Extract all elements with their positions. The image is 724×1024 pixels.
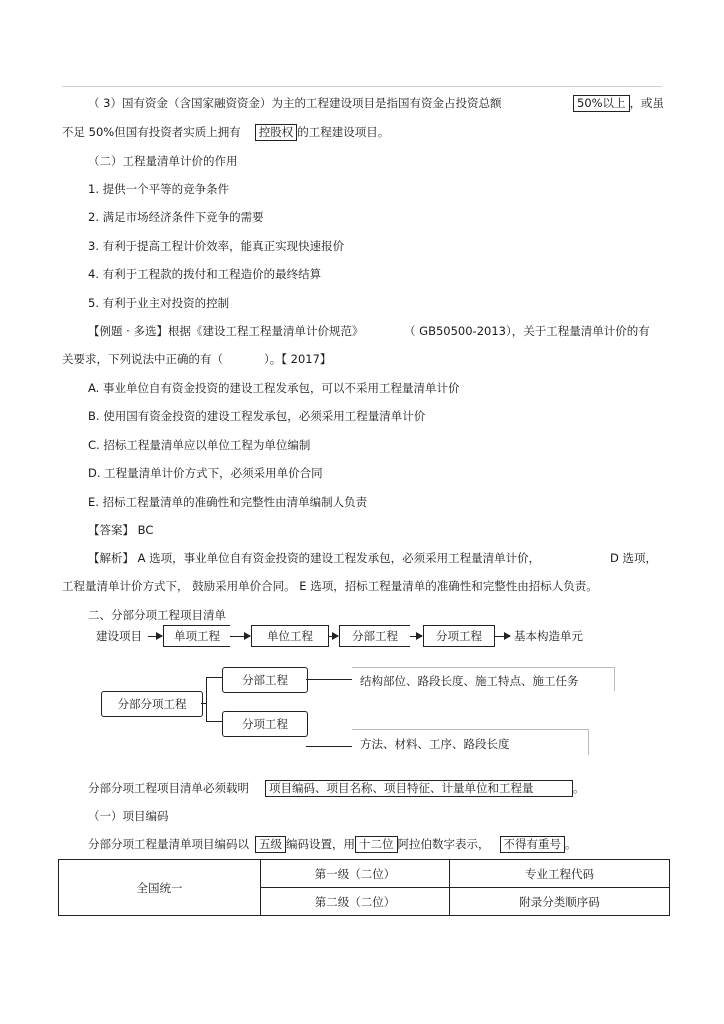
fifty-percent-box: 50%以上 bbox=[573, 95, 630, 112]
flow-node-division: 分部工程 bbox=[339, 625, 410, 647]
role-item: 5. 有利于业主对投资的控制 bbox=[88, 296, 230, 310]
code-level-table bbox=[58, 859, 670, 916]
state-funds-paragraph-line2 bbox=[62, 124, 389, 141]
note-rule bbox=[352, 667, 615, 668]
must-state-text: 分部分项工程项目清单必须载明 bbox=[88, 781, 249, 795]
answer-value: BC bbox=[137, 523, 154, 537]
tree-child-division-note: 结构部位、路段长度、施工特点、施工任务 bbox=[360, 674, 579, 688]
analysis-line2: 工程量清单计价方式下， 鼓励采用单价合同。 E 选项，招标工程量清单的准确性和完整性由招标人负责。 bbox=[62, 579, 598, 593]
section-heading-item-code: （一）项目编码 bbox=[88, 809, 169, 823]
flow-arrow bbox=[410, 636, 422, 637]
role-item: 4. 有利于工程款的拨付和工程造价的最终结算 bbox=[88, 267, 322, 281]
table-cell-level: 第二级（二位） bbox=[261, 888, 450, 916]
example-question-line1b: （ GB50500-2013），关于工程量清单计价的有 bbox=[404, 324, 650, 338]
flow-node-sub-item: 分项工程 bbox=[423, 625, 495, 647]
coding-text: 分部分项工程量清单项目编码以 bbox=[88, 837, 249, 851]
note-rule bbox=[588, 729, 589, 755]
coding-text-3: 阿拉伯数字表示， bbox=[397, 837, 490, 851]
required-fields-box: 项目编码、项目名称、项目特征、计量单位和工程量 bbox=[265, 780, 573, 797]
controlling-stake-box: 控股权 bbox=[255, 124, 298, 141]
role-item: 2. 满足市场经济条件下竞争的需要 bbox=[88, 210, 264, 224]
table-row bbox=[59, 860, 670, 888]
state-funds-text-cont: ，或虽 bbox=[629, 96, 665, 110]
connector bbox=[306, 679, 352, 680]
role-item: 1. 提供一个平等的竞争条件 bbox=[88, 182, 230, 196]
table-cell-meaning: 专业工程代码 bbox=[450, 860, 670, 888]
state-funds-boxed-phrase bbox=[573, 95, 664, 112]
note-rule bbox=[352, 729, 589, 730]
option-e: E. 招标工程量清单的准确性和完整性由清单编制人负责 bbox=[88, 495, 368, 509]
coding-text-2: 编码设置，用 bbox=[286, 837, 355, 851]
twelve-digit-box: 十二位 bbox=[355, 836, 398, 853]
state-funds-text-end: 的工程建设项目。 bbox=[297, 125, 390, 139]
connector bbox=[306, 746, 352, 747]
flow-arrow bbox=[494, 636, 510, 637]
flow-node-basic-unit: 基本构造单元 bbox=[514, 629, 583, 643]
analysis-line1b: D 选项， bbox=[610, 551, 658, 565]
flow-arrow bbox=[328, 636, 338, 637]
brace-line bbox=[206, 677, 207, 721]
flow-arrow bbox=[148, 636, 162, 637]
flow-node-single-item: 单项工程 bbox=[163, 625, 230, 647]
example-question-line1a: 【例题 · 多选】根据《建设工程工程量清单计价规范》 bbox=[88, 324, 364, 338]
analysis-line1a: 【解析】 A 选项，事业单位自有资金投资的建设工程发承包，必须采用工程量清单计价， bbox=[88, 551, 541, 565]
role-item: 3. 有利于提高工程计价效率，能真正实现快速报价 bbox=[88, 239, 345, 253]
no-duplicate-box: 不得有重号 bbox=[500, 836, 566, 853]
must-state-line bbox=[88, 780, 585, 797]
example-question-line2b: ）。【 2017】 bbox=[264, 352, 332, 366]
option-c: C. 招标工程量清单应以单位工程为单位编制 bbox=[88, 438, 311, 452]
table-cell-level: 第一级（二位） bbox=[261, 860, 450, 888]
five-level-box: 五级 bbox=[255, 836, 286, 853]
state-funds-paragraph-line1 bbox=[88, 95, 501, 111]
example-question-line2a: 关要求，下列说法中正确的有（ bbox=[62, 352, 223, 366]
state-funds-text-2: 不足 50%但国有投资者实质上拥有 bbox=[62, 125, 241, 139]
tree-child-division: 分部工程 bbox=[222, 667, 308, 693]
tree-child-sub-item: 分项工程 bbox=[222, 711, 308, 737]
top-rule bbox=[62, 86, 662, 87]
section-heading-item-list: 二、分部分项工程项目清单 bbox=[88, 608, 226, 622]
flow-arrow bbox=[230, 636, 250, 637]
answer-label: 【答案】 bbox=[88, 523, 134, 537]
table-cell-meaning: 附录分类顺序码 bbox=[450, 888, 670, 916]
flow-node-unit-project: 单位工程 bbox=[251, 625, 329, 647]
connector bbox=[206, 721, 222, 722]
option-d: D. 工程量清单计价方式下，必须采用单价合同 bbox=[88, 466, 323, 480]
coding-text-end: 。 bbox=[565, 837, 577, 851]
table-group-cell: 全国统一 bbox=[59, 860, 261, 916]
state-funds-text: （ 3）国有资金（含国家融资资金）为主的工程建设项目是指国有资金占投资总额 bbox=[88, 96, 502, 110]
connector bbox=[206, 677, 222, 678]
tree-child-sub-item-note: 方法、材料、工序、路段长度 bbox=[360, 737, 510, 751]
must-state-end: 。 bbox=[573, 781, 585, 795]
coding-line bbox=[88, 836, 577, 853]
tree-root: 分部分项工程 bbox=[101, 691, 203, 717]
flow-node-construction-project: 建设项目 bbox=[96, 629, 142, 643]
note-rule bbox=[614, 667, 615, 691]
option-a: A. 事业单位自有资金投资的建设工程发承包，可以不采用工程量清单计价 bbox=[88, 381, 460, 395]
section-heading-roles: （二）工程量清单计价的作用 bbox=[88, 154, 238, 168]
option-b: B. 使用国有资金投资的建设工程发承包，必须采用工程量清单计价 bbox=[88, 409, 426, 423]
answer-line bbox=[88, 522, 153, 538]
